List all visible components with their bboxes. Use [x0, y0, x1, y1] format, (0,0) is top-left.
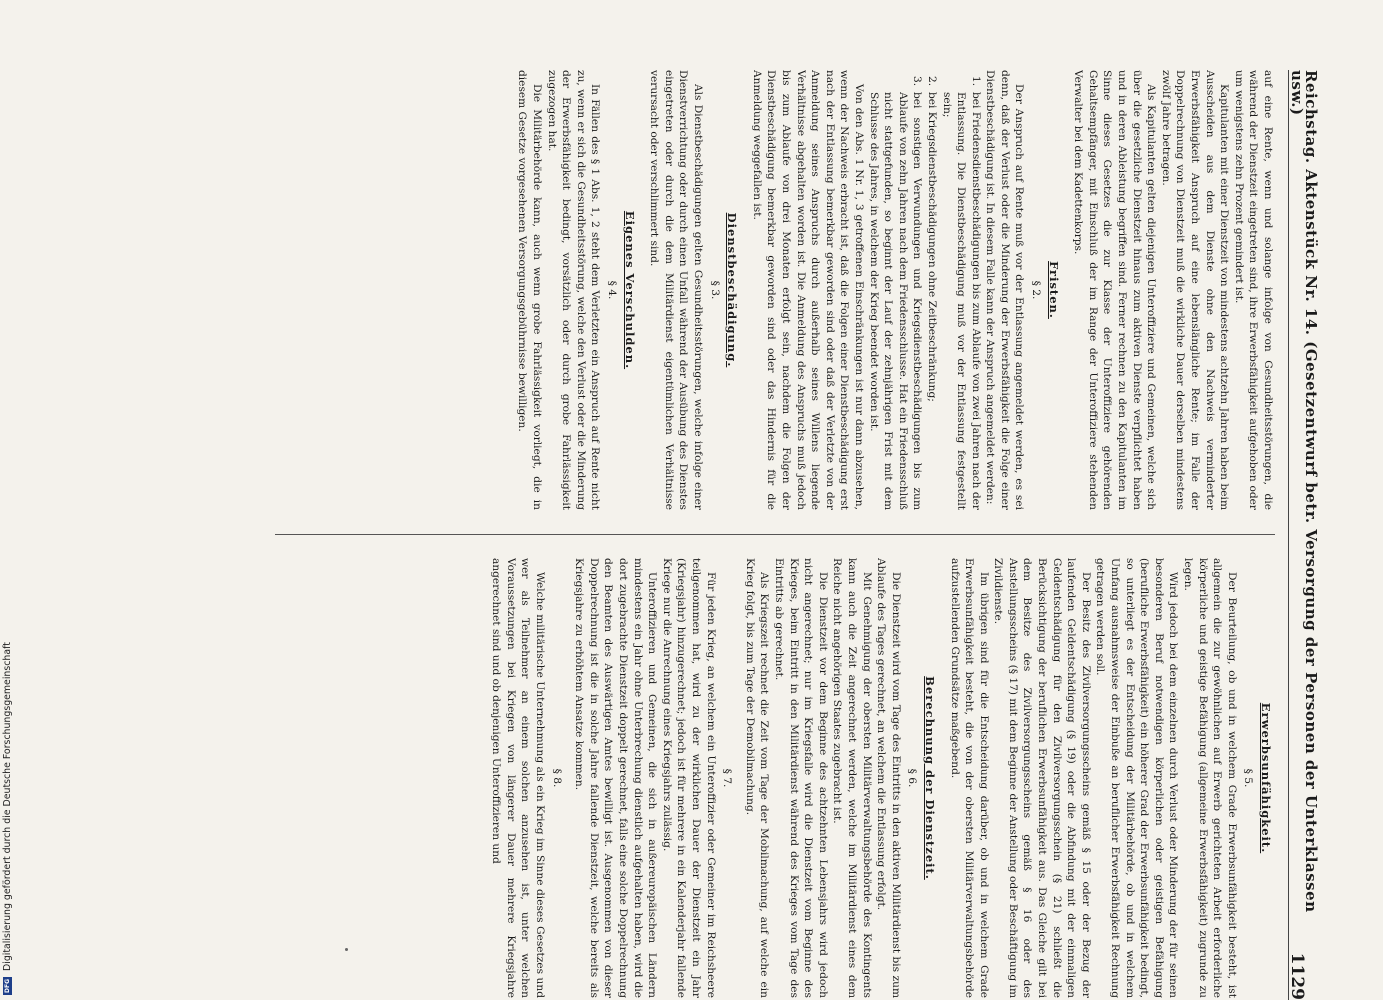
- section-number: § 4.: [606, 280, 619, 300]
- list-item: [866, 70, 924, 510]
- running-head-title: Aktenstück Nr. 14. (Gesetzentwurf betr. Versorgung der Personen der Unterklassen usw.): [1287, 70, 1321, 913]
- section-number: § 8.: [550, 768, 563, 788]
- paragraph: Die Dienstzeit vor dem Beginne des achtzehnten Lebensjahrs wird jedoch nicht angerechnet; nur im Kriegsfalle wird die Dienstzeit vom Beginne des Krieges, beim Eintritt in den Militärdienst während des Krieges vom Tage des Eintritts ab gerechnet.: [773, 558, 829, 998]
- section-number: § 5.: [1242, 768, 1255, 788]
- section-number: § 2.: [1030, 280, 1043, 300]
- paragraph: Als Kapitulanten gelten diejenigen Unteroffiziere und Gemeinen, welche sich über die gesetzliche Dienstzeit hinaus zum aktiven Dienste verpflichtet haben und in deren Ableistung begriffen sind. Ferner rechnen zu den Kapitulanten im Sinne dieses Gesetzes die zur Klasse der Unteroffiziere gehörenden Gehaltsempfänger, mit Einschluß der im Range der Unteroffiziere stehenden Verwalter bei dem Kadettenkorps.: [1072, 70, 1158, 510]
- list-item-text: bei Friedensdienstbeschädigungen bis zum Ablaufe von zwei Jahren nach der Entlassung. Die Dienstbeschädigung muß vor der Entlassung festgestellt sein;: [940, 92, 982, 510]
- paragraph: Der Besitz des Zivilversorgungsscheins gemäß § 15 oder der Bezug der laufenden Geldentschädigung (§ 19) oder die Abfindung mit der einmaligen Geldentschädigung für den Zivilversorgungsschein (§ 21) schließt die Berücksichtigung der beruflichen Erwerbsunfähigkeit aus. Das Gleiche gilt bei dem Besitze des Zivilversorgungsscheins gemäß § 16 oder des Anstellungsscheins (§ 17) mit dem Beginne der Anstellung oder Beschäftigung im Zivildienste.: [992, 558, 1092, 998]
- section-heading-berechnung: Berechnung der Dienstzeit.: [922, 676, 937, 880]
- paragraph: Die Militärbehörde kann, auch wenn grobe Fahrlässigkeit vorliegt, die in diesem Gesetze vorgesehenen Versorgungsgebührnisse bewilligen.: [516, 70, 544, 510]
- section-number: § 7.: [721, 768, 734, 788]
- section-heading-eigenes-verschulden: Eigenes Verschulden.: [622, 210, 637, 370]
- scan-speck: [345, 948, 348, 951]
- dfg-logo-icon: DFG: [3, 979, 11, 994]
- paragraph: Der Beurteilung, ob und in welchem Grade Erwerbsunfähigkeit besteht, ist allgemein die zur gewöhnlichen auf Erwerb gerichteten Arbeit erforderliche körperliche und geistige Befähigung (allgemeine Erwerbsfähigkeit) zugrunde zu legen.: [1182, 558, 1238, 998]
- list-item: [939, 70, 983, 510]
- paragraph: Wird jedoch bei dem einzelnen durch Verlust oder Minderung der für seinen besonderen Beruf notwendigen körperlichen oder geistigen Befähigung (berufliche Erwerbsfähigkeit) ein höherer Grad der Erwerbsunfähigkeit bedingt, so unterliegt es der Entscheidung der Militärbehörde, ob und in welchem Umfang ausnahmsweise der Einbuße an beruflicher Erwerbsfähigkeit Rechnung getragen werden soll.: [1094, 558, 1180, 998]
- list-item: [924, 70, 939, 510]
- paragraph: Als Dienstbeschädigungen gelten Gesundheitsstörungen, welche infolge einer Dienstverrichtung oder durch einen Unfall während der Ausübung des Dienstes eingetreten oder durch die dem Militärdienst eigentümlichen Verhältnisse verursacht oder verschlimmert sind.: [648, 70, 705, 510]
- paragraph: Von den Abs. 1 Nr. 1, 3 getroffenen Einschränkungen ist nur dann abzusehen, wenn der Nachweis erbracht ist, daß die Folgen einer Dienstbeschädigung erst nach der Entlassung bemerkbar geworden sind oder daß der Verletzte von der Anmeldung seines Anspruchs durch außerhalb seines Willens liegende Verhältnisse abgehalten worden ist. Die Anmeldung des Anspruchs muß jedoch bis zum Ablaufe von drei Monaten erfolgt sein, nachdem die Folgen der Dienstbeschädigung bemerkbar geworden sind oder das Hindernis für die Anmeldung weggefallen ist.: [750, 70, 865, 510]
- paragraph: Für jeden Krieg, an welchem ein Unteroffizier oder Gemeiner im Reichsheere teilgenommen hat, wird zu der wirklichen Dauer der Dienstzeit ein Jahr (Kriegsjahr) hinzugerechnet; jedoch ist für mehrere in ein Kalenderjahr fallende Kriege nur die Anrechnung eines Kriegsjahrs zulässig.: [660, 558, 717, 998]
- list-item-number: 1.: [969, 76, 982, 87]
- section-number: § 3.: [708, 280, 721, 300]
- text-column-right: [255, 558, 1275, 998]
- paragraph: Als Kriegszeit rechnet die Zeit vom Tage der Mobilmachung, auf welche ein Krieg folgt, bis zum Tage der Demobilmachung.: [743, 558, 771, 998]
- paragraph: Im übrigen sind für die Entscheidung darüber, ob und in welchem Grade Erwerbsunfähigkeit besteht, die von der obersten Militärverwaltungsbehörde aufzustellenden Grundsätze maßgebend.: [948, 558, 990, 998]
- list-item-text: bei sonstigen Verwundungen und Kriegsdienstbeschädigungen bis zum Ablaufe von zehn Jahren nach dem Friedensschlusse. Hat ein Friedensschluß nicht stattgefunden, so beginnt der Lauf der zehnjährigen Frist mit dem Schlusse des Jahres, in welchem der Krieg beendet worden ist.: [867, 92, 924, 510]
- section-heading-dienstbeschaedigung: Dienstbeschädigung.: [725, 212, 740, 368]
- rotated-document-page: [245, 70, 1321, 1000]
- paragraph: Kapitulanten mit einer Dienstzeit von mindestens achtzehn Jahren haben beim Ausscheiden aus dem Dienste ohne den Nachweis verminderter Erwerbsfähigkeit Anspruch auf eine lebenslängliche Rente; im Falle der Doppelrechnung von Dienstzeit muß die wirkliche Dauer derselben mindestens zwölf Jahre betragen.: [1159, 70, 1231, 510]
- paragraph: Der Anspruch auf Rente muß vor der Entlassung angemeldet werden, es sei denn, daß der Verlust oder die Minderung der Erwerbsfähigkeit die Folge einer Dienstbeschädigung ist. In diesem Falle kann der Anspruch angemeldet werden:: [984, 70, 1026, 510]
- list-item-number: 2.: [925, 76, 938, 87]
- section-heading-erwerbsunfaehigkeit: Erwerbsunfähigkeit.: [1259, 702, 1273, 854]
- running-head-left: Reichstag.: [1302, 70, 1321, 164]
- paragraph: Die Dienstzeit wird vom Tage des Eintritts in den aktiven Militärdienst bis zum Ablaufe des Tages gerechnet, an welchem die Entlassung erfolgt.: [875, 558, 902, 998]
- page-number: 1129: [1286, 952, 1307, 1000]
- digitization-credit-text: Digitalisierung gefördert durch die Deutsche Forschungsgemeinschaft: [1, 642, 13, 971]
- paragraph: Unteroffizieren und Gemeinen, die sich in außereuropäischen Ländern mindestens ein Jahr ohne Unterbrechung dienstlich aufgehalten haben, wird die dort zugebrachte Dienstzeit doppelt gerechnet, falls eine solche Doppelrechnung den Beamten des Auswärtigen Amtes bewilligt ist. Ausgenommen von dieser Doppelrechnung ist die in solche Jahre fallende Dienstzeit, welche bereits als Kriegsjahre zu erhöhtem Ansatze kommen.: [573, 558, 659, 998]
- page-header: [1286, 70, 1321, 1000]
- section-number: § 6.: [906, 768, 919, 788]
- paragraph: auf eine Rente, wenn und solange infolge von Gesundheitsstörungen, die während der Dienstzeit eingetreten sind, ihre Erwerbsfähigkeit aufgehoben oder um wenigstens zehn Prozent gemindert ist.: [1232, 70, 1274, 510]
- section-heading-fristen: Fristen.: [1046, 261, 1061, 319]
- paragraph: Mit Genehmigung der obersten Militärverwaltungsbehörde des Kontingents kann auch die Zeit angerechnet werden, welche im Militärdienst eines dem Reiche nicht angehörigen Staates zugebracht ist.: [831, 558, 873, 998]
- paragraph: In Fällen des § 1 Abs. 1, 2 steht dem Verletzten ein Anspruch auf Rente nicht zu, wenn er sich die Gesundheitsstörung, welche den Verlust oder die Minderung der Erwerbsfähigkeit bedingt, vorsätzlich oder durch grobe Fahrlässigkeit zugezogen hat.: [545, 70, 602, 510]
- list-item-text: bei Kriegsdienstbeschädigungen ohne Zeitbeschränkung;: [925, 92, 938, 402]
- running-head: [1287, 70, 1321, 953]
- column-divider: [275, 534, 1275, 535]
- digitization-credit: [2, 5, 12, 995]
- list-item-number: 3.: [911, 76, 924, 87]
- text-column-left: [255, 70, 1275, 510]
- paragraph: Welche militärische Unternehmung als ein Krieg im Sinne dieses Gesetzes und wer als Teilnehmer an einem solchen anzusehen ist, unter welchen Voraussetzungen bei Kriegen von längerer Dauer mehrere Kriegsjahre angerechnet sind und ob denjenigen Unteroffizieren und: [490, 558, 547, 998]
